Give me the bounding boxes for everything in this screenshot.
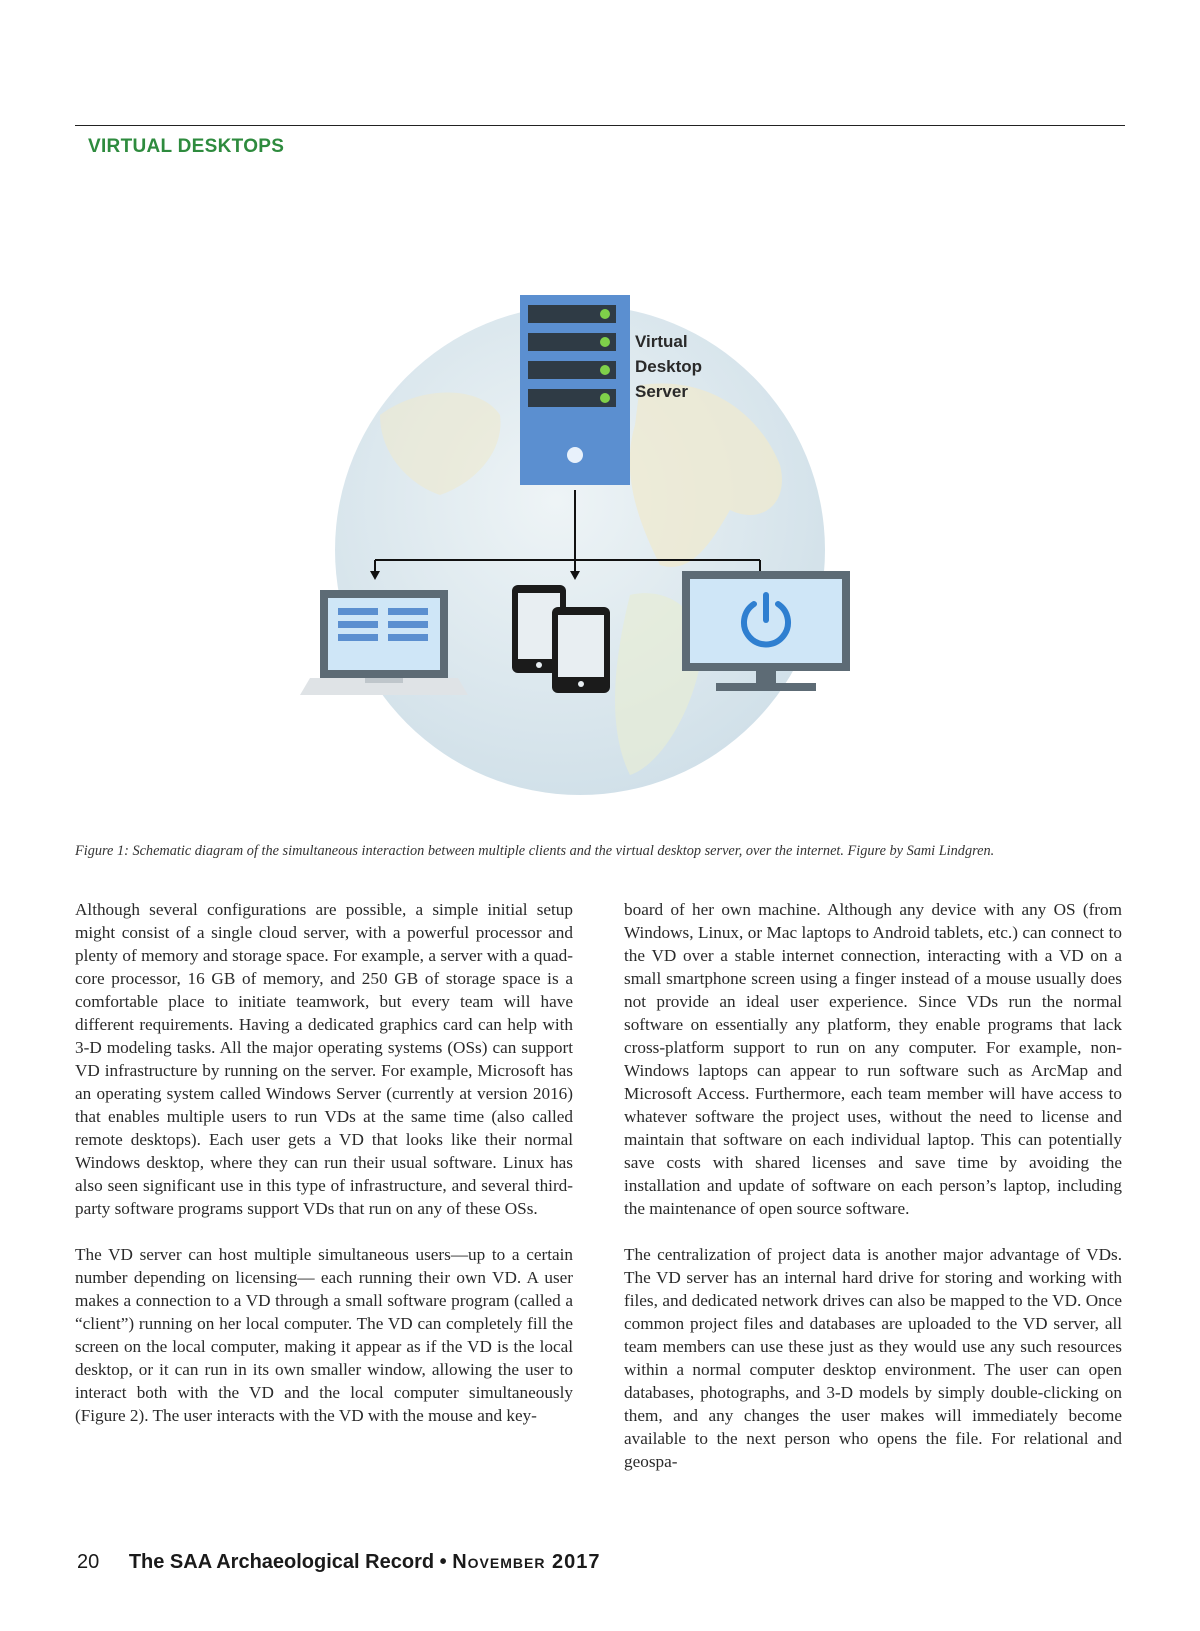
- body-paragraph: The VD server can host multiple simultaneous users—up to a certain number depending on licensing— each running their own VD. A user makes a connection to a VD through a small software program (called a “client”) running on her local computer. The VD can completely fill the screen on the local computer, making it appear as if the VD is the local desktop, or it can run in its own smaller window, allowing the user to interact both with the VD and the local computer simultaneously (Figure 2). The user interacts with the VD with the mouse and key-: [75, 1245, 573, 1425]
- body-paragraph: Although several configurations are possible, a simple initial setup might consist of a single cloud server, with a powerful processor and plenty of memory and storage space. For example, a server with a quad-core processor, 16 GB of memory, and 250 GB of storage space is a comfortable place to initiate teamwork, but every team will have different requirements. Having a dedicated graphics card can help with 3-D modeling tasks. All the major operating systems (OSs) can support VD infrastructure by running on the server. For example, Microsoft has an operating system called Windows Server (currently at version 2016) that enables multiple users to run VDs at the same time (also called remote desktops). Each user gets a VD that looks like their normal Windows desktop, where they can run their usual software. Linux has also seen significant use in this type of infrastructure, and several third-party software programs support VDs that run on any of these OSs.: [75, 900, 573, 1218]
- figure-diagram: [290, 295, 910, 825]
- server-label-line: Server: [635, 382, 688, 401]
- body-paragraph: The centralization of project data is another major advantage of VDs. The VD server has an internal hard drive for storing and working with files, and dedicated network drives can also be mapped to the VD. Once common project files and databases are uploaded to the VD server, all team members can use these just as they would use any such resources within a normal computer desktop environment. The user can open databases, photographs, and 3-D models by simply double-clicking on them, and any changes the user makes will immediately become available to the next person who opens the file. For relational and geospa-: [624, 1245, 1122, 1471]
- laptop-icon: [300, 590, 468, 695]
- server-label-line: Virtual: [635, 332, 688, 351]
- server-label-line: Desktop: [635, 357, 703, 376]
- header-rule: [75, 125, 1125, 126]
- article-left-column: [75, 898, 573, 1450]
- footer-separator: •: [439, 1551, 447, 1573]
- page-footer: [77, 1551, 601, 1574]
- figure-caption: Figure 1: Schematic diagram of the simultaneous interaction between multiple clients and the virtual desktop server, over the internet. Figure by Sami Lindgren.: [75, 843, 995, 859]
- issue-date: November 2017: [452, 1551, 601, 1573]
- article-right-column: [624, 898, 1122, 1496]
- body-paragraph: board of her own machine. Although any device with any OS (from Windows, Linux, or Mac laptops to Android tablets, etc.) can connect to the VD over a stable internet connection, interacting with a VD on a small smartphone screen using a finger instead of a mouse usually does not provide an ideal user experience. Since VDs run the normal software on essentially any platform, they enable programs that lack cross-platform support to run on any computer. For example, non-Windows laptops can appear to run software such as ArcMap and Microsoft Access. Furthermore, each team member will have access to whatever software the project uses, without the need to license and maintain that software on each individual laptop. This can potentially save costs with shared licenses and save time by avoiding the installation and update of software on each person’s laptop, including the maintenance of open source software.: [624, 900, 1122, 1218]
- network-diagram: [290, 295, 910, 825]
- server-icon: [520, 295, 630, 485]
- section-title: VIRTUAL DESKTOPS: [88, 136, 285, 157]
- page-number: 20: [77, 1551, 100, 1573]
- publication-title: The SAA Archaeological Record: [128, 1551, 435, 1573]
